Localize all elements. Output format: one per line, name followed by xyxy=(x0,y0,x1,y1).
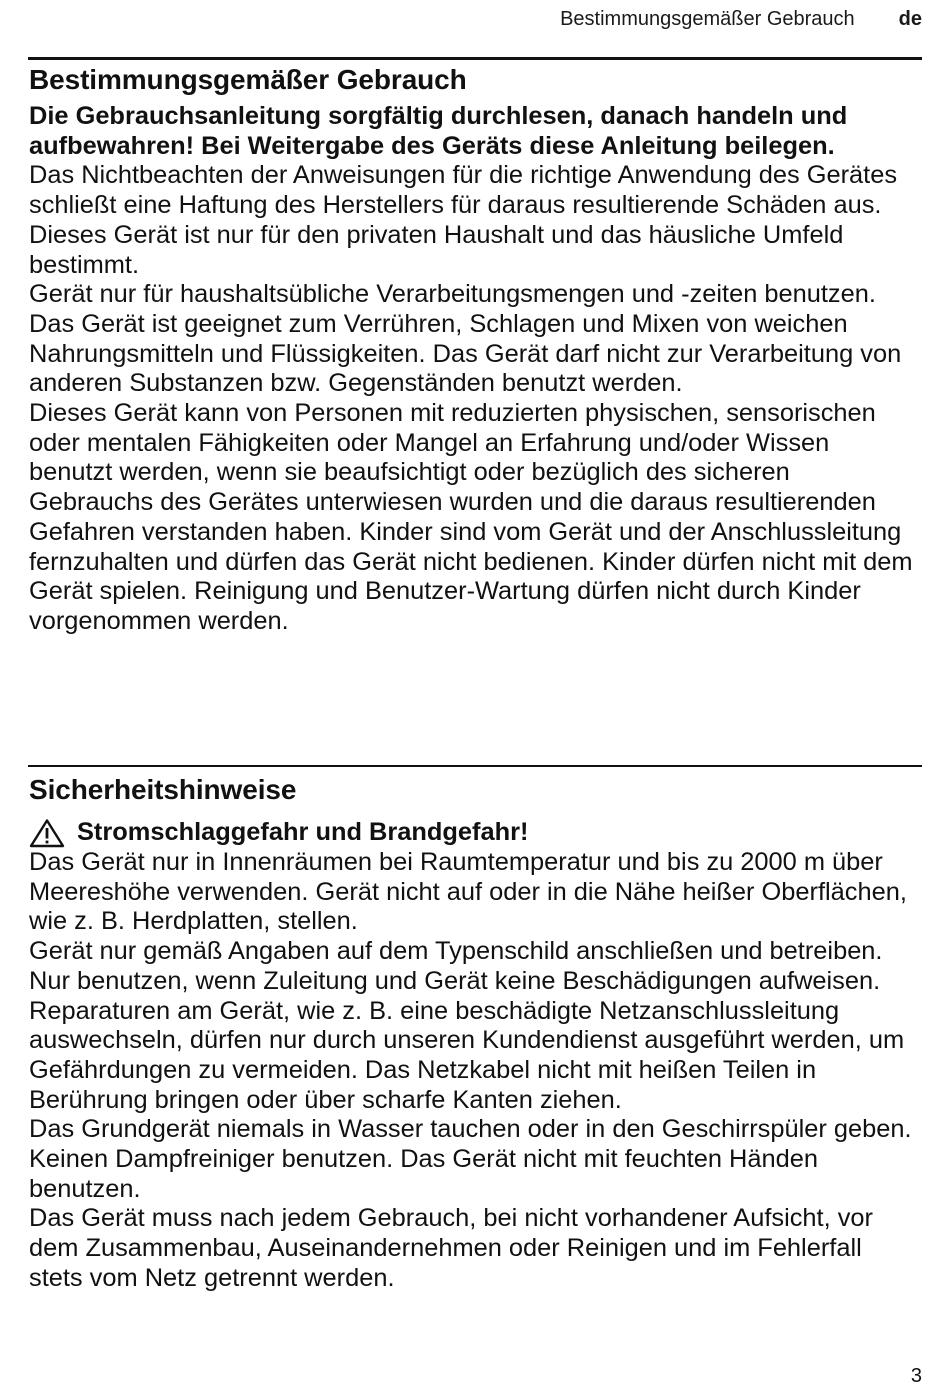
section-divider xyxy=(28,765,922,767)
paragraph: Gerät nur für haushaltsübliche Verarbeitungsmengen und -zeiten benutzen. Das Gerät ist geeignet zum Verrühren, Schlagen und Mixen von weichen Nahrungsmitteln und Flüssigkeiten. Das Gerät darf nicht zur Verarbeitung von anderen Substanzen bzw. Gegenständen benutzt werden. xyxy=(29,280,902,398)
lead-paragraph: Die Gebrauchsanleitung sorgfältig durchlesen, danach handeln und aufbewahren! Bei Weitergabe des Geräts diese Anleitung beilegen. xyxy=(29,102,848,160)
running-header xyxy=(560,7,922,31)
header-divider xyxy=(28,57,922,60)
paragraph: Das Grundgerät niemals in Wasser tauchen oder in den Geschirrspüler geben. Keinen Dampfreiniger benutzen. Das Gerät nicht mit feuchten Händen benutzen. xyxy=(29,1115,912,1203)
warning-text: Stromschlaggefahr und Brandgefahr! xyxy=(77,818,529,847)
section-safety-instructions xyxy=(29,773,916,1294)
warning-triangle-icon xyxy=(29,818,65,848)
paragraph: Gerät nur gemäß Angaben auf dem Typenschild anschließen und betreiben. Nur benutzen, wenn Zuleitung und Gerät keine Beschädigungen aufweisen. Reparaturen am Gerät, wie z. B. eine beschädigte Netzanschlussleitung auswechseln, dürfen nur durch unseren Kundendienst ausgeführt werden, um Gefährdungen zu vermeiden. Das Netzkabel nicht mit heißen Teilen in Berührung bringen oder über scharfe Kanten ziehen. xyxy=(29,937,905,1114)
paragraph: Das Gerät nur in Innenräumen bei Raumtemperatur und bis zu 2000 m über Meereshöhe verwenden. Gerät nicht auf oder in die Nähe heißer Oberflächen, wie z. B. Herdplatten, stellen. xyxy=(29,848,907,936)
section-intended-use xyxy=(29,63,916,637)
paragraph: Dieses Gerät ist nur für den privaten Haushalt und das häusliche Umfeld bestimmt. xyxy=(29,220,844,279)
language-code: de xyxy=(898,8,922,30)
section-heading-safety: Sicherheitshinweise xyxy=(29,774,297,805)
warning-callout xyxy=(29,818,916,848)
page-number: 3 xyxy=(910,1365,922,1387)
paragraph: Das Gerät muss nach jedem Gebrauch, bei nicht vorhandener Aufsicht, vor dem Zusammenbau, Auseinandernehmen oder Reinigen und im Fehlerfall stets vom Netz getrennt werden. xyxy=(29,1204,873,1292)
paragraph: Dieses Gerät kann von Personen mit reduzierten physischen, sensorischen oder mentalen Fähigkeiten oder Mangel an Erfahrung und/oder Wissen benutzt werden, wenn sie beaufsichtigt oder bezüglich des sicheren Gebrauchs des Gerätes unterwiesen wurden und die daraus resultierenden Gefahren verstanden haben. Kinder sind vom Gerät und der Anschlussleitung fernzuhalten und dürfen das Gerät nicht bedienen. Kinder dürfen nicht mit dem Gerät spielen. Reinigung und Benutzer-Wartung dürfen nicht durch Kinder vorgenommen werden. xyxy=(29,399,913,635)
section-heading-intended-use: Bestimmungsgemäßer Gebrauch xyxy=(29,64,467,95)
running-header-title: Bestimmungsgemäßer Gebrauch xyxy=(560,8,855,30)
paragraph: Das Nichtbeachten der Anweisungen für die richtige Anwendung des Gerätes schließt eine Haftung des Herstellers für daraus resultierende Schäden aus. xyxy=(29,161,898,220)
